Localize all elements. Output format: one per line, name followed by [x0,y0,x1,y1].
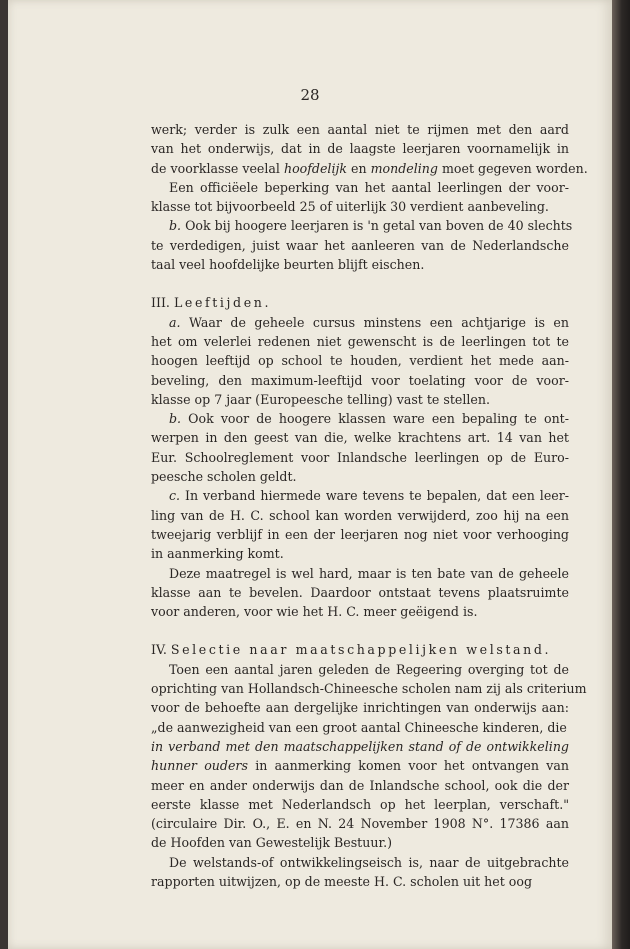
text-line: in aanmerking komt. [151,546,284,562]
text-line [151,216,573,235]
text-line: oprichting van Hollandsch-Chineesche scholen nam zij als criterium [151,681,587,697]
italic-text: in verband met den maatschappelijken stand of de ontwikkeling [151,738,569,754]
body-text [151,120,588,891]
book-spine [612,0,630,949]
text-line [151,409,569,428]
text-line: „de aanwezigheid van een groot aantal Chineesche kinderen, die [151,719,567,735]
text-line [151,486,569,505]
text-line: Een officiëele beperking van het aantal leerlingen der voor- [169,179,569,195]
text-line: voor anderen, voor wie het H. C. meer geëigend is. [151,604,478,620]
text-segment: Ook voor de hoogere klassen ware een bepaling te ont- [181,411,569,427]
text-line: de Hoofden van Gewestelijk Bestuur.) [151,835,393,851]
text-line: werpen in den geest van die, welke krachtens art. 14 van het [151,430,569,446]
italic-text: mondeling [370,160,438,176]
italic-text: b. [169,218,182,234]
text-line: Eur. Schoolreglement voor Inlandsche leerlingen op de Euro- [151,449,569,465]
text-segment: in aanmerking komen voor het ontvangen van [247,758,569,774]
section-title: Selectie naar maatschappelijken welstand. [170,642,552,658]
page-number: 28 [300,86,320,104]
text-segment: de voorklasse veelal [151,160,284,176]
text-line: klasse op 7 jaar (Europeesche telling) vast te stellen. [151,391,490,407]
section-title: Leeftijden. [173,295,272,311]
text-segment: moet gegeven worden. [437,160,588,176]
text-line: werk; verder is zulk een aantal niet te rijmen met den aard [151,122,569,137]
section-numeral: IV. [151,642,171,658]
text-line [151,159,588,178]
text-line: peesche scholen geldt. [151,469,297,485]
text-line: te verdedigen, juist waar het aanleeren van de Nederlandsche [151,237,569,253]
text-line: eerste klasse met Nederlandsch op het leerplan, verschaft." [151,796,569,812]
text-segment: en [347,160,371,176]
text-line: De welstands-of ontwikkelingseisch is, naar de uitgebrachte [169,854,569,870]
section-heading [151,640,569,659]
book-page [8,0,612,949]
italic-text: c. [169,488,181,504]
text-line: voor de behoefte aan dergelijke inrichtingen van onderwijs aan: [151,700,569,716]
italic-text: hunner ouders [151,758,248,774]
text-line: het om velerlei redenen niet gewenscht is de leerlingen tot te [151,333,569,349]
text-line [151,756,569,775]
text-segment: Waar de geheele cursus minstens een achtjarige is en [180,314,569,330]
text-line: (circulaire Dir. O., E. en N. 24 November 1908 N°. 17386 aan [151,816,569,832]
text-segment: Ook bij hoogere leerjaren is 'n getal van boven de 40 slechts [181,218,573,234]
text-line: hoogen leeftijd op school te houden, verdient het mede aan- [151,353,569,369]
italic-text: b. [169,411,182,427]
text-line: beveling, den maximum-leeftijd voor toelating voor de voor- [151,372,569,388]
text-line: klasse tot bijvoorbeeld 25 of uiterlijk 30 verdient aanbeveling. [151,199,549,215]
section-numeral: III. [151,295,174,311]
italic-text: hoofdelijk [283,160,348,176]
section-gap [151,621,569,640]
text-line: van het onderwijs, dat in de laagste leerjaren voornamelijk in [151,141,569,157]
text-line: Toen een aantal jaren geleden de Regeering overging tot de [169,661,569,677]
text-line: klasse aan te bevelen. Daardoor ontstaat tevens plaatsruimte [151,584,569,600]
text-line: rapporten uitwijzen, op de meeste H. C. scholen uit het oog [151,873,533,889]
text-line [151,737,569,756]
text-line: taal veel hoofdelijke beurten blijft eischen. [151,257,425,273]
text-line [151,313,569,332]
text-line: tweejarig verblijf in een der leerjaren nog niet voor verhooging [151,526,569,542]
text-line: meer en ander onderwijs dan de Inlandsche school, ook die der [151,777,569,793]
section-gap [151,274,569,293]
text-line: ling van de H. C. school kan worden verwijderd, zoo hij na een [151,507,569,523]
text-line: Deze maatregel is wel hard, maar is ten bate van de geheele [169,565,569,581]
italic-text: a. [169,314,181,330]
section-heading [151,293,569,312]
text-segment: In verband hiermede ware tevens te bepalen, dat een leer- [180,488,569,504]
